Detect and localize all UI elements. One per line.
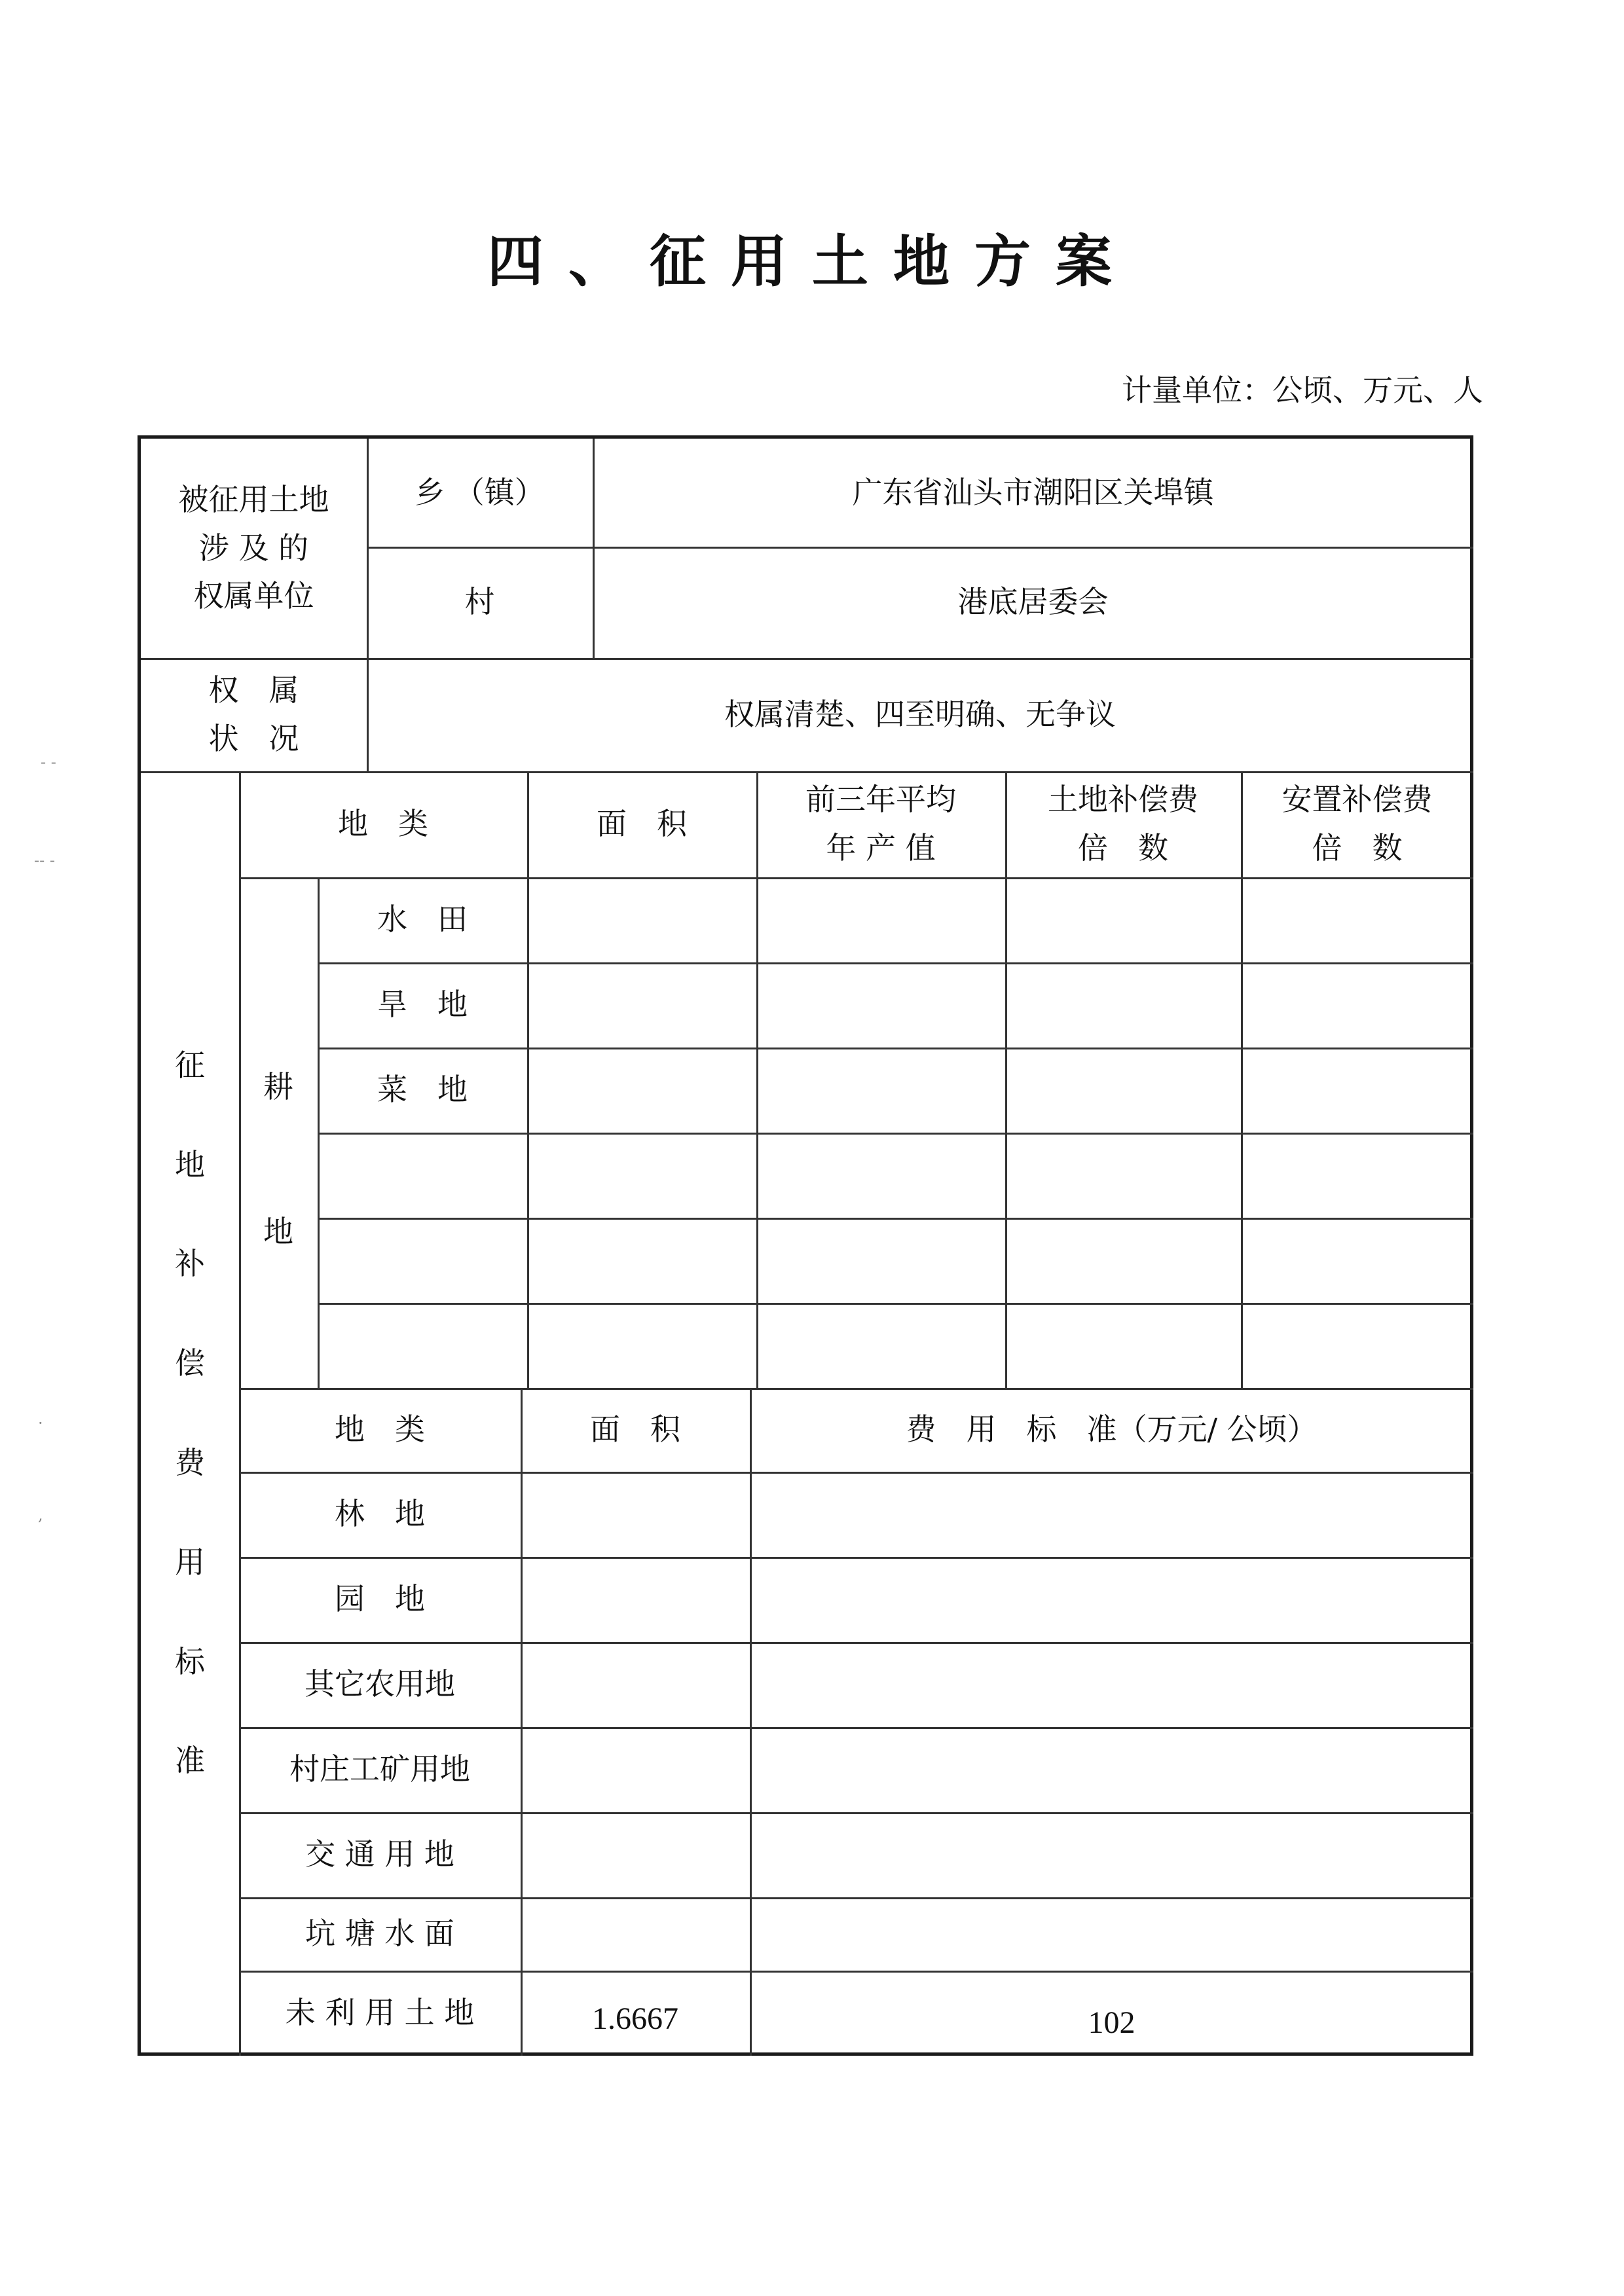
village-label: 村	[464, 584, 495, 620]
ownership-unit-label-line: 被征用土地	[178, 482, 329, 518]
side-label-char: 地	[175, 1146, 205, 1182]
header-line: 安置补偿费	[1282, 782, 1433, 818]
header-line: 前三年平均	[805, 782, 956, 818]
other-header-area: 面 积	[590, 1412, 680, 1448]
farmland-header-land-type: 地 类	[338, 806, 428, 842]
other-row-type: 未 利 用 土 地	[285, 1995, 475, 2031]
farmland-row-type	[318, 1303, 527, 1388]
ownership-unit-label-line: 权属单位	[193, 578, 314, 614]
rule	[521, 1388, 523, 2056]
side-label-char: 征	[175, 1047, 205, 1083]
farmland-row-type	[318, 1218, 527, 1303]
other-row-type: 园 地	[335, 1581, 425, 1617]
header-line: 倍 数	[1078, 830, 1168, 866]
scan-speck: ·	[38, 1414, 43, 1432]
land-requisition-table	[138, 435, 1473, 2056]
header-line: 年 产 值	[826, 830, 936, 866]
side-label-char: 准	[175, 1743, 205, 1779]
farmland-header-resettle-multiple	[1241, 771, 1473, 877]
other-row-type: 坑 塘 水 面	[305, 1916, 454, 1952]
other-header-fee-standard: 费 用 标 准（万元/ 公顷）	[906, 1412, 1318, 1448]
other-row-type: 村庄工矿用地	[289, 1751, 470, 1787]
side-label-char: 标	[175, 1643, 205, 1679]
side-label-char: 偿	[175, 1345, 205, 1381]
other-header-land-type: 地 类	[335, 1412, 425, 1448]
header-line: 土地补偿费	[1048, 782, 1198, 818]
compensation-side-label	[141, 771, 239, 2056]
scan-speck: -- -	[34, 851, 55, 869]
rule	[750, 1388, 752, 2056]
page-title: 四、征用土地方案	[487, 229, 1137, 295]
ownership-status-label	[141, 658, 367, 771]
cultivated-land-label	[239, 877, 318, 1388]
unused-land-fee: 102	[1088, 2005, 1135, 2040]
side-label-char: 用	[175, 1544, 205, 1580]
header-line: 倍 数	[1312, 830, 1403, 866]
ownership-unit-label	[141, 439, 367, 658]
farmland-header-avg-output	[756, 771, 1005, 877]
farmland-row-type: 水 田	[377, 902, 468, 938]
measurement-unit: 计量单位：公顷、万元、人	[1122, 373, 1483, 408]
unused-land-area: 1.6667	[592, 2001, 678, 2036]
ownership-status-label-line: 权 属	[208, 672, 299, 708]
farmland-header-land-multiple	[1005, 771, 1241, 877]
ownership-status-label-line: 状 况	[208, 720, 299, 756]
village-value: 港底居委会	[957, 584, 1109, 620]
town-label: 乡 （镇）	[415, 474, 545, 510]
town-value: 广东省汕头市潮阳区关埠镇	[852, 474, 1214, 510]
other-row-type: 其它农用地	[304, 1666, 455, 1702]
group-label-char: 耕	[263, 1069, 293, 1104]
scan-speck: - -	[41, 753, 56, 771]
farmland-row-type: 菜 地	[377, 1072, 468, 1108]
side-label-char: 费	[175, 1445, 205, 1480]
group-label-char: 地	[263, 1213, 293, 1249]
other-row-type: 林 地	[335, 1496, 425, 1532]
side-label-char: 补	[175, 1246, 205, 1282]
farmland-header-area: 面 积	[597, 806, 687, 842]
ownership-unit-label-line: 涉 及 的	[198, 530, 309, 566]
other-row-type: 交 通 用 地	[305, 1836, 454, 1872]
ownership-status-value: 权属清楚、四至明确、无争议	[724, 696, 1116, 732]
farmland-row-type: 旱 地	[377, 987, 468, 1023]
farmland-row-type	[318, 1133, 527, 1218]
scan-speck: ,	[38, 1506, 43, 1524]
